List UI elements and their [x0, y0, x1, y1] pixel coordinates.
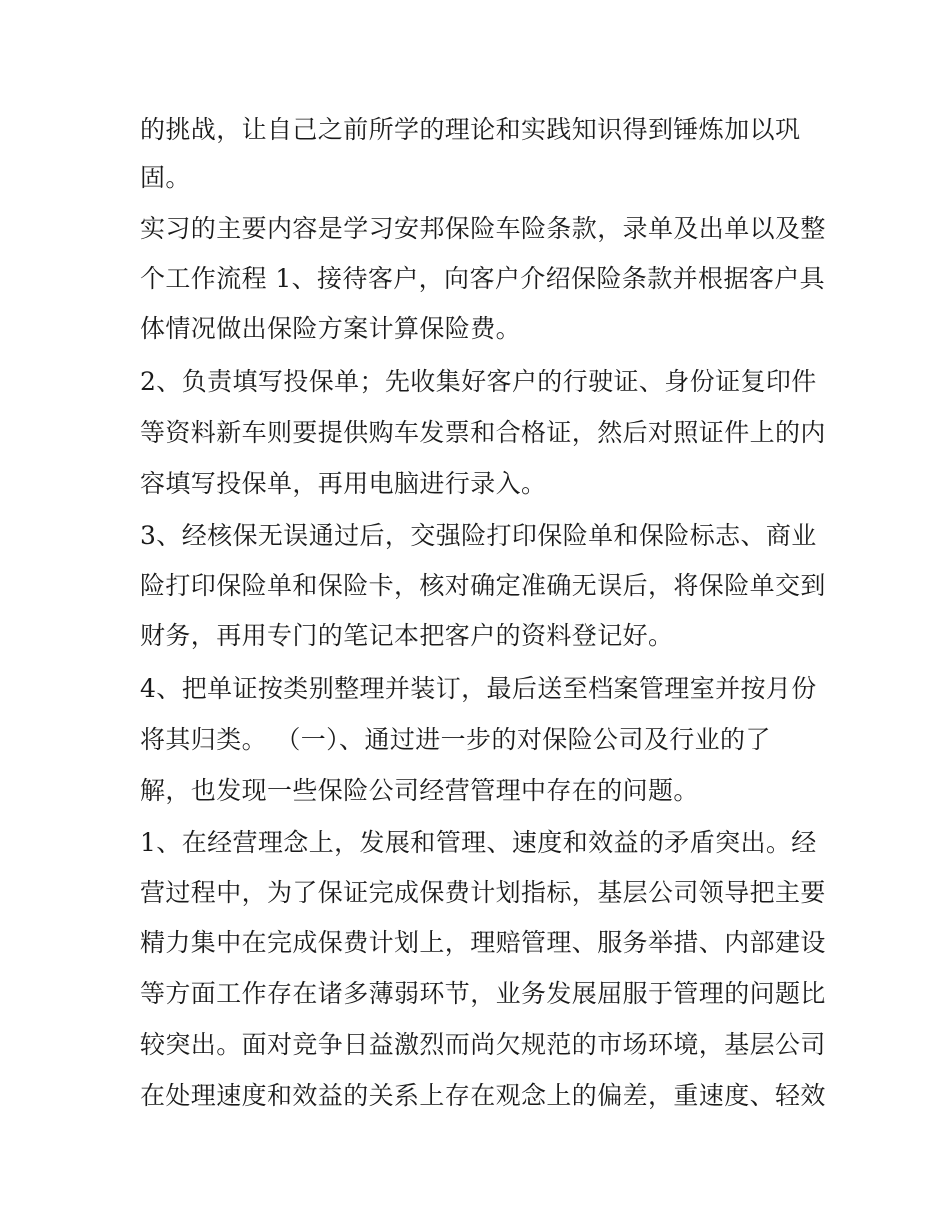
text-line: 将其归类。 （一）、通过进一步的对保险公司及行业的了 [140, 725, 771, 754]
text-line: 等资料新车则要提供购车发票和合格证，然后对照证件上的内 [140, 418, 826, 447]
text-line: 容填写投保单，再用电脑进行录入。 [140, 469, 547, 498]
text-line: 解，也发现一些保险公司经营管理中存在的问题。 [140, 776, 699, 805]
text-line: 2、负责填写投保单；先收集好客户的行驶证、身份证复印件 [140, 367, 817, 396]
text-line: 个工作流程 1、接待客户，向客户介绍保险条款并根据客户具 [140, 264, 826, 293]
text-line: 较突出。面对竞争日益激烈而尚欠规范的市场环境，基层公司 [140, 1030, 826, 1059]
text-line: 4、把单证按类别整理并装订，最后送至档案管理室并按月份 [140, 674, 817, 703]
text-line: 营过程中，为了保证完成保费计划指标，基层公司领导把主要 [140, 878, 826, 907]
text-line: 精力集中在完成保费计划上，理赔管理、服务举措、内部建设 [140, 928, 826, 957]
text-line: 1、在经营理念上，发展和管理、速度和效益的矛盾突出。经 [140, 828, 817, 857]
text-line: 的挑战，让自己之前所学的理论和实践知识得到锤炼加以巩 [140, 115, 801, 144]
text-line: 实习的主要内容是学习安邦保险车险条款，录单及出单以及整 [140, 214, 826, 243]
text-line: 在处理速度和效益的关系上存在观念上的偏差，重速度、轻效 [140, 1081, 826, 1110]
text-line: 财务，再用专门的笔记本把客户的资料登记好。 [140, 621, 674, 650]
text-line: 体情况做出保险方案计算保险费。 [140, 314, 522, 343]
text-line: 险打印保险单和保险卡，核对确定准确无误后，将保险单交到 [140, 571, 826, 600]
text-line: 固。 [140, 163, 191, 192]
text-line: 3、经核保无误通过后，交强险打印保险单和保险标志、商业 [140, 521, 817, 550]
text-line: 等方面工作存在诸多薄弱环节，业务发展屈服于管理的问题比 [140, 979, 826, 1008]
